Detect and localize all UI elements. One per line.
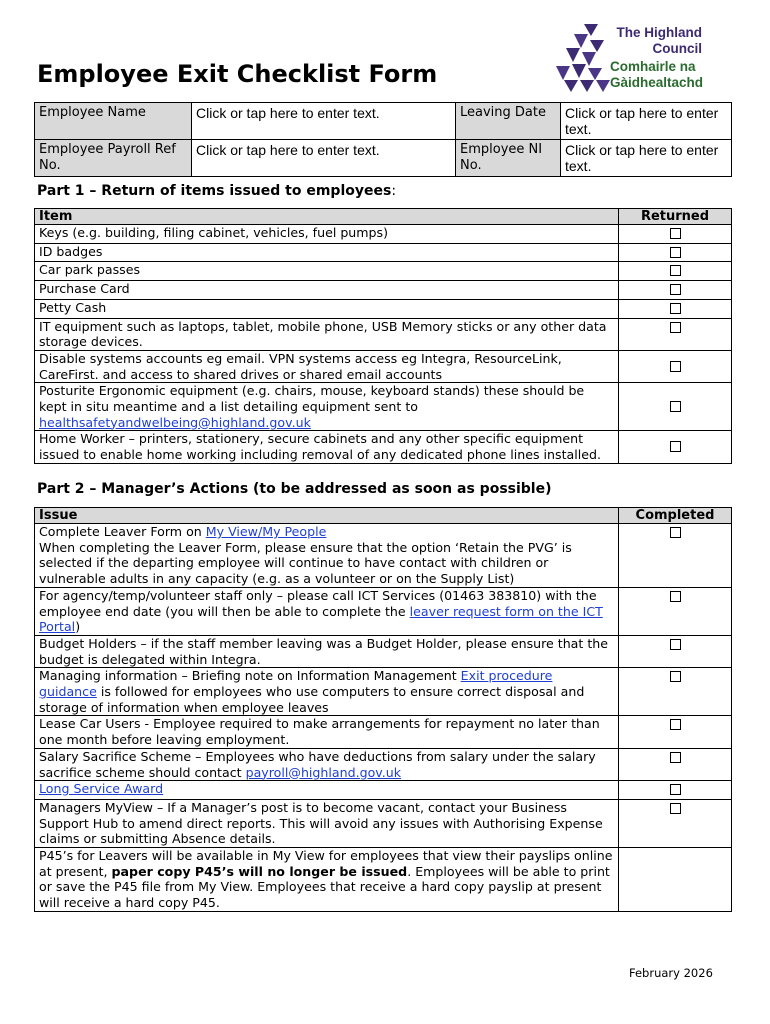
leaving-date-label: Leaving Date: [456, 103, 561, 140]
issue-budget-holders: Budget Holders – if the staff member leaving was a Budget Holder, please ensure that the budget is delegated within Integra.: [35, 635, 619, 667]
col-completed-header: Completed: [619, 508, 732, 524]
employee-name-field[interactable]: Click or tap here to enter text.: [192, 103, 456, 140]
returned-checkbox[interactable]: [670, 303, 681, 314]
p45-text-2: . Employees will be able to print or save the P45 file from My View. Employees that receive a hard copy payslip at present will receive a hard copy P45.: [39, 863, 610, 911]
table-row: [35, 431, 732, 463]
table-row: [35, 281, 732, 300]
issue-long-service: [35, 781, 619, 800]
leaver-form-text: Complete Leaver Form on: [39, 524, 206, 539]
leaving-date-field[interactable]: Click or tap here to enter text.: [561, 103, 732, 140]
table-row: [35, 799, 732, 847]
payroll-ref-label: Employee Payroll Ref No.: [35, 140, 192, 177]
logo-line-4: Gàidhealtachd: [610, 75, 704, 90]
part2-heading: Part 2 – Manager’s Actions (to be addressed as soon as possible): [37, 481, 552, 497]
payroll-email-link[interactable]: payroll@highland.gov.uk: [245, 764, 402, 780]
table-row: [35, 383, 732, 431]
my-view-link[interactable]: My View/My People: [205, 524, 327, 539]
ni-number-label: Employee NI No.: [456, 140, 561, 177]
health-safety-email-link[interactable]: healthsafetyandwelbeing@highland.gov.uk: [39, 414, 311, 430]
logo-text-english: [610, 25, 702, 57]
ict-portal-link[interactable]: leaver request form on the ICT Portal: [39, 603, 603, 635]
salary-sacrifice-text: Salary Sacrifice Scheme – Employees who have deductions from salary under the salary sacrifice scheme should contact: [39, 748, 596, 780]
issue-lease-car: Lease Car Users - Employee required to make arrangements for repayment no later than one month before leaving employment.: [35, 716, 619, 748]
employee-name-label: Employee Name: [35, 103, 192, 140]
table-row: [35, 350, 732, 382]
table-row: [35, 587, 732, 635]
p45-bold-text: paper copy P45’s will no longer be issued: [111, 863, 408, 879]
table-row: [35, 716, 732, 748]
p45-text: P45’s for Leavers will be available in My View for employees that view their payslips online at present,: [39, 848, 613, 879]
item-keys: Keys (e.g. building, filing cabinet, vehicles, fuel pumps): [35, 225, 619, 244]
returned-checkbox[interactable]: [670, 441, 681, 452]
item-disable-accounts: Disable systems accounts eg email. VPN systems access eg Integra, ResourceLink, CareFirst. and access to shared drives or shared email accounts: [35, 350, 619, 382]
completed-checkbox[interactable]: [670, 803, 681, 814]
completed-checkbox[interactable]: [670, 752, 681, 763]
table-row: [35, 299, 732, 318]
table-row: [35, 243, 732, 262]
part1-table: [34, 208, 732, 464]
returned-checkbox[interactable]: [670, 322, 681, 333]
completed-checkbox[interactable]: [670, 671, 681, 682]
table-row: [35, 668, 732, 716]
table-row: [35, 635, 732, 667]
page-title: Employee Exit Checklist Form: [37, 60, 438, 88]
returned-checkbox[interactable]: [670, 401, 681, 412]
posturite-text: Posturite Ergonomic equipment (e.g. chairs, mouse, keyboard stands) these should be kept in situ meantime and a list detailing equipment sent to: [39, 383, 585, 415]
table-row: [35, 225, 732, 244]
col-item-header: Item: [35, 209, 619, 225]
logo-line-1: The Highland: [616, 25, 702, 40]
table-row: [35, 748, 732, 780]
managing-info-text: Managing information – Briefing note on Information Management: [39, 668, 461, 684]
issue-leaver-form: [35, 524, 619, 588]
issue-managers-myview: Managers MyView – If a Manager’s post is to become vacant, contact your Business Support Hub to amend direct reports. This will avoid any issues with Authorising Expense claims or submitting Absence details.: [35, 799, 619, 847]
agency-staff-close: ): [75, 619, 81, 635]
item-petty-cash: Petty Cash: [35, 299, 619, 318]
returned-checkbox[interactable]: [670, 284, 681, 295]
leaver-form-pvg-text: When completing the Leaver Form, please ensure that the option ‘Retain the PVG’ is selected if the departing employee will continue to have contact with children or vulnerable adults in any capacity (e.g. as a volunteer or on the Supply List): [39, 539, 572, 587]
table-row: [35, 524, 732, 588]
exit-procedure-link[interactable]: Exit procedure guidance: [39, 668, 553, 700]
item-purchase-card: Purchase Card: [35, 281, 619, 300]
returned-checkbox[interactable]: [670, 265, 681, 276]
part1-heading-text: Part 1 – Return of items issued to employees: [37, 183, 392, 199]
completed-checkbox[interactable]: [670, 784, 681, 795]
employee-info-table: [34, 102, 732, 177]
completed-checkbox[interactable]: [670, 719, 681, 730]
returned-checkbox[interactable]: [670, 361, 681, 372]
returned-checkbox[interactable]: [670, 228, 681, 239]
logo-line-3: Comhairle na: [610, 59, 696, 74]
table-row: [35, 318, 732, 350]
logo-line-2: Council: [652, 41, 702, 56]
highland-council-logo: [554, 22, 744, 96]
completed-checkbox[interactable]: [670, 639, 681, 650]
completed-checkbox[interactable]: [670, 591, 681, 602]
logo-triangles-icon: [554, 22, 612, 94]
footer-date: February 2026: [629, 966, 713, 980]
returned-checkbox[interactable]: [670, 247, 681, 258]
part2-header-row: [35, 508, 732, 524]
col-returned-header: Returned: [619, 209, 732, 225]
logo-text-gaelic: [610, 59, 703, 91]
table-row: [35, 262, 732, 281]
part2-table: [34, 507, 732, 912]
issue-p45: [35, 848, 619, 912]
item-posturite: [35, 383, 619, 431]
managing-info-text-2: is followed for employees who use computers to ensure correct disposal and storage of information when employee leaves: [39, 684, 585, 715]
completed-checkbox[interactable]: [670, 527, 681, 538]
item-it-equipment: IT equipment such as laptops, tablet, mobile phone, USB Memory sticks or any other data storage devices.: [35, 318, 619, 350]
part1-heading-colon: :: [391, 183, 397, 199]
col-issue-header: Issue: [35, 508, 619, 524]
item-id-badges: ID badges: [35, 243, 619, 262]
issue-managing-information: [35, 668, 619, 716]
item-car-park-passes: Car park passes: [35, 262, 619, 281]
table-row: [35, 848, 732, 912]
payroll-ref-field[interactable]: Click or tap here to enter text.: [192, 140, 456, 177]
table-row: [35, 781, 732, 800]
long-service-award-link[interactable]: Long Service Award: [39, 781, 164, 797]
part1-header-row: [35, 209, 732, 225]
issue-salary-sacrifice: [35, 748, 619, 780]
part1-heading: [37, 183, 396, 199]
item-home-worker: Home Worker – printers, stationery, secure cabinets and any other specific equipment issued to enable home working including removal of any dedicated phone lines installed.: [35, 431, 619, 463]
ni-number-field[interactable]: Click or tap here to enter text.: [561, 140, 732, 177]
agency-staff-text: For agency/temp/volunteer staff only – please call ICT Services (01463 383810) with the employee end date (you will then be able to complete the: [39, 587, 597, 619]
issue-agency-staff: [35, 587, 619, 635]
